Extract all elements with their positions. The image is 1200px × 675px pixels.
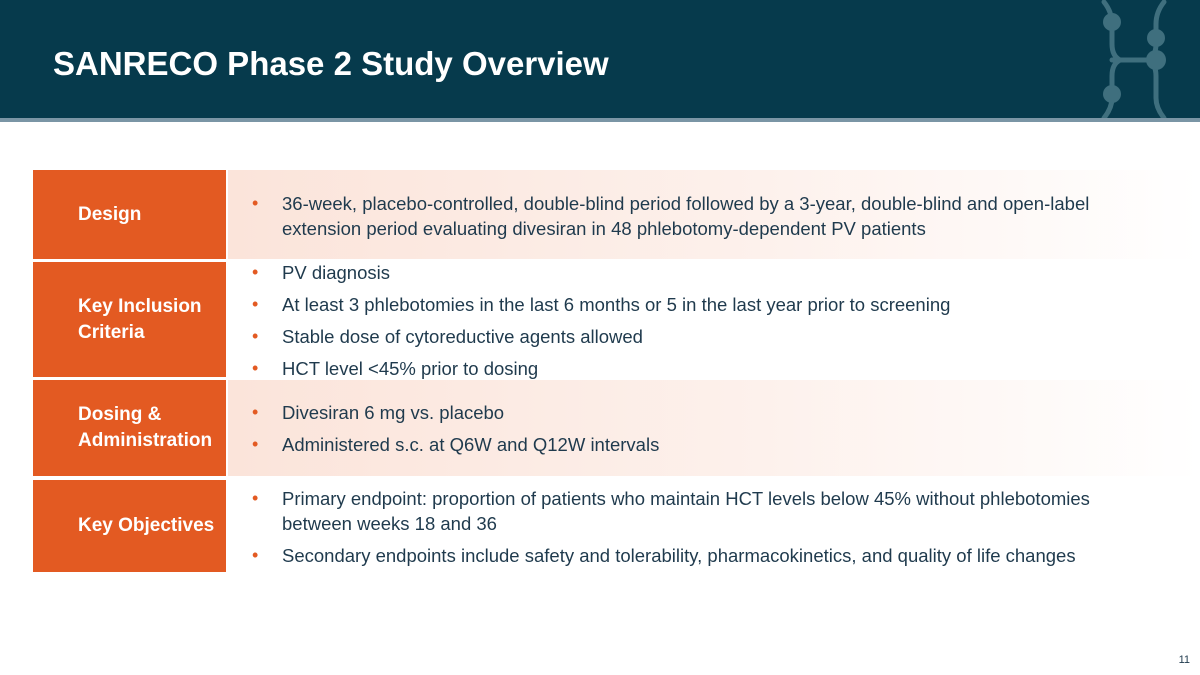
- inclusion-bullets: [249, 260, 1154, 381]
- bullet-icon: •: [252, 262, 259, 282]
- bullet-text: PV diagnosis: [282, 262, 390, 283]
- slide-title: SANRECO Phase 2 Study Overview: [53, 45, 609, 82]
- row-label: Design: [78, 203, 142, 225]
- bullet-icon: •: [252, 358, 259, 378]
- bullet-item: [249, 191, 1154, 241]
- bullet-text: Stable dose of cytoreductive agents allowed: [282, 326, 643, 347]
- bullet-text: Secondary endpoints include safety and tolerability, pharmacokinetics, and quality of life changes: [282, 545, 1076, 566]
- bullet-item: [249, 292, 1154, 317]
- dosing-bullets: [249, 400, 1154, 457]
- row-label: Key Inclusion Criteria: [78, 295, 202, 343]
- bullet-icon: •: [252, 193, 259, 213]
- bullet-icon: •: [252, 545, 259, 565]
- slide-header: [0, 0, 1200, 118]
- design-bullets: [249, 191, 1154, 241]
- bullet-item: [249, 400, 1154, 425]
- page-number: 11: [1178, 654, 1190, 666]
- molecule-chain-logo-icon: [1090, 0, 1180, 118]
- bullet-item: [249, 432, 1154, 457]
- bullet-item: [249, 260, 1154, 285]
- objectives-bullets: [249, 486, 1154, 568]
- row-label-box: [33, 262, 226, 377]
- row-label-box: [33, 380, 226, 476]
- bullet-text: Primary endpoint: proportion of patients who maintain HCT levels below 45% without phlebotomies between weeks 18 and 36: [282, 488, 1090, 534]
- bullet-icon: •: [252, 294, 259, 314]
- bullet-text: Administered s.c. at Q6W and Q12W intervals: [282, 434, 660, 455]
- row-label: Key Objectives: [78, 515, 215, 536]
- header-divider: [0, 118, 1200, 122]
- bullet-icon: •: [252, 326, 259, 346]
- bullet-icon: •: [252, 434, 259, 454]
- bullet-item: [249, 356, 1154, 381]
- bullet-text: 36-week, placebo-controlled, double-blind period followed by a 3-year, double-blind and open-label extension period evaluating divesiran in 48 phlebotomy-dependent PV patients: [282, 193, 1090, 239]
- row-label-box: [33, 480, 226, 572]
- bullet-icon: •: [252, 402, 259, 422]
- bullet-item: [249, 486, 1154, 536]
- bullet-text: At least 3 phlebotomies in the last 6 months or 5 in the last year prior to screening: [282, 294, 951, 315]
- bullet-item: [249, 543, 1154, 568]
- bullet-icon: •: [252, 488, 259, 508]
- bullet-item: [249, 324, 1154, 349]
- row-label-box: [33, 170, 226, 259]
- bullet-text: HCT level <45% prior to dosing: [282, 358, 539, 379]
- bullet-text: Divesiran 6 mg vs. placebo: [282, 402, 505, 423]
- row-label: Dosing & Administration: [78, 404, 213, 451]
